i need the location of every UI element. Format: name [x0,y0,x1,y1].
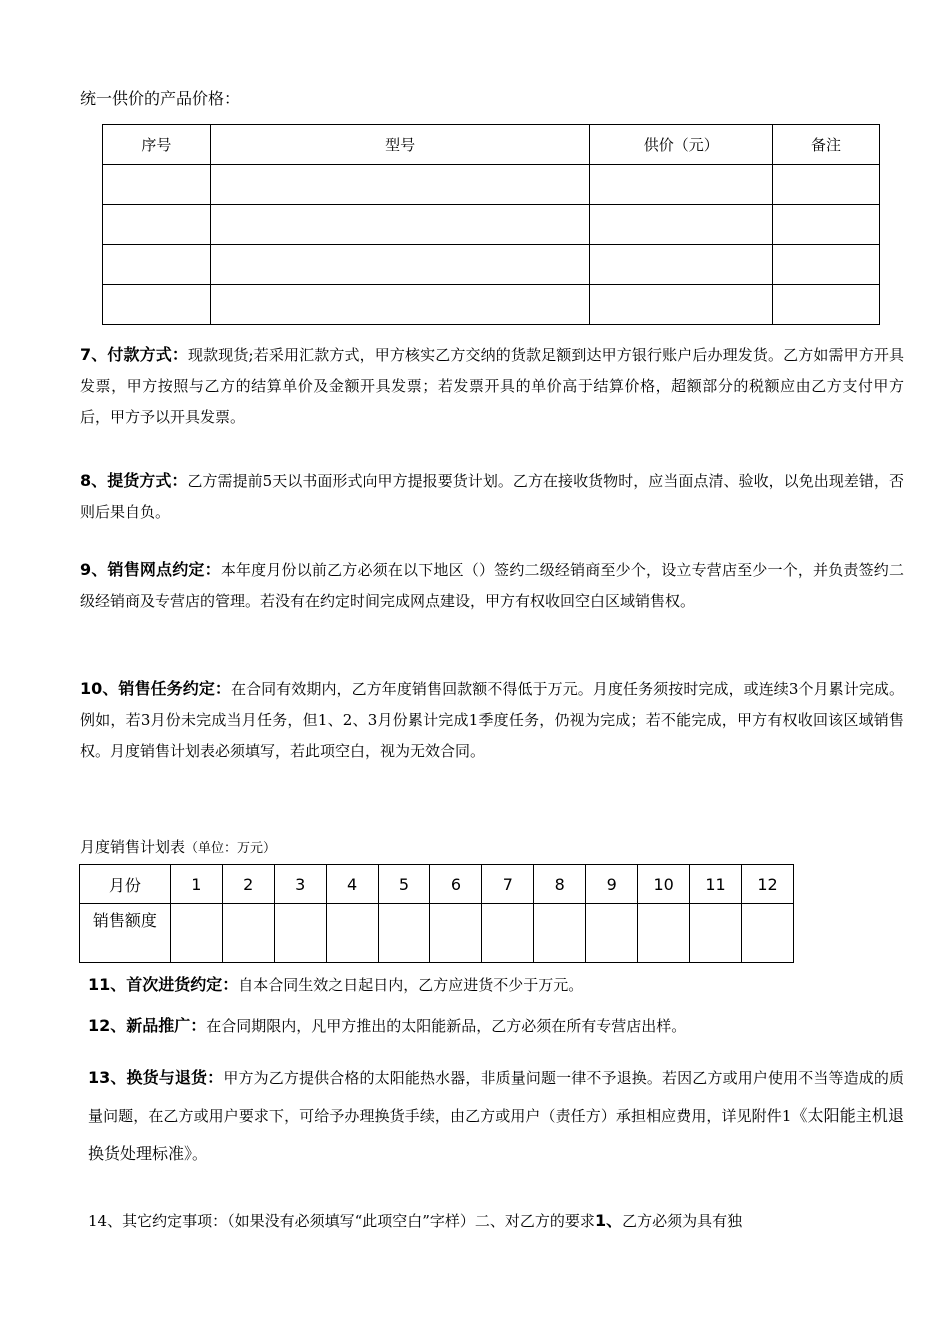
plan-month-row [80,865,794,904]
clause-8 [80,465,904,528]
clause-10 [80,673,904,767]
clause-14-tail: 乙方必须为具有独 [622,1212,743,1230]
clause-7-heading: 7、付款方式： [80,345,189,364]
clause-11-text: 自本合同生效之日起日内，乙方应进货不少于万元。 [238,976,584,994]
table-row [103,285,880,325]
monthly-plan-table [79,864,794,963]
month-cell: 8 [534,865,586,904]
clause-11 [88,969,904,1001]
clause-14-strong: 1、 [594,1211,623,1230]
price-table [102,124,880,325]
clause-7-text: 现款现货;若采用汇款方式，甲方核实乙方交纳的货款足额到达甲方银行账户后办理发货。乙方如需甲方开具发票，甲方按照与乙方的结算单价及金额开具发票；若发票开具的单价高于结算价格，超额部分的税额应由乙方支付甲方后，甲方予以开具发票。 [80,346,904,426]
table-row [103,205,880,245]
month-cell: 3 [274,865,326,904]
table-row [103,245,880,285]
month-cell: 5 [378,865,430,904]
table-row [103,165,880,205]
clause-13-text: 甲方为乙方提供合格的太阳能热水器，非质量问题一律不予退换。若因乙方或用户使用不当等造成的质量问题，在乙方或用户要求下，可给予办理换货手续，由乙方或用户（责任方）承担相应费用，详见附件1 [88,1069,904,1125]
row-label: 月份 [80,865,171,904]
month-cell: 1 [170,865,222,904]
row-label: 销售额度 [80,904,171,963]
clause-8-heading: 8、提货方式： [80,471,188,490]
month-cell: 2 [222,865,274,904]
header-cell: 型号 [210,125,589,165]
plan-unit: （单位：万元） [185,841,277,856]
clause-9-text: 本年度月份以前乙方必须在以下地区（）签约二级经销商至少个，设立专营店至少一个，并负责签约二级经销商及专营店的管理。若没有在约定时间完成网点建设，甲方有权收回空白区域销售权。 [80,561,904,610]
month-cell: 10 [638,865,690,904]
attachment-title: 《太阳能主机退换货处理标准》 [88,1106,904,1163]
header-cell: 备注 [773,125,880,165]
month-cell: 7 [482,865,534,904]
header-cell: 供价（元） [590,125,773,165]
clause-14-text: （如果没有必须填写“此项空白”字样）二、对乙方的要求 [227,1212,595,1230]
clause-13-end: 。 [192,1145,208,1163]
month-cell: 12 [742,865,794,904]
clause-14 [88,1205,904,1237]
header-cell: 序号 [103,125,211,165]
clause-8-text: 乙方需提前5天以书面形式向甲方提报要货计划。乙方在接收货物时，应当面点清、验收，以免出现差错，否则后果自负。 [80,472,904,521]
clause-9 [80,554,904,617]
clause-13 [88,1059,904,1173]
month-cell: 9 [586,865,638,904]
month-cell: 4 [326,865,378,904]
plan-amount-row [80,904,794,963]
month-cell: 6 [430,865,482,904]
price-section-title: 统一供价的产品价格： [80,89,241,108]
clause-13-heading: 13、换货与退货： [88,1068,224,1087]
clause-12-text: 在合同期限内，凡甲方推出的太阳能新品，乙方必须在所有专营店出样。 [206,1017,687,1035]
clause-14-heading: 14、其它约定事项： [88,1212,228,1230]
clause-9-heading: 9、销售网点约定： [80,560,221,579]
clause-11-heading: 11、首次进货约定： [88,975,239,994]
clause-10-text: 在合同有效期内，乙方年度销售回款额不得低于万元。月度任务须按时完成，或连续3个月累计完成。例如，若3月份未完成当月任务，但1、2、3月份累计完成1季度任务，仍视为完成；若不能完成，甲方有权收回该区域销售权。月度销售计划表必须填写，若此项空白，视为无效合同。 [80,680,904,760]
clause-12 [88,1010,904,1042]
plan-caption-text: 月度销售计划表 [80,838,186,856]
table-header-row [103,125,880,165]
clause-12-heading: 12、新品推广： [88,1016,207,1035]
clause-10-heading: 10、销售任务约定： [80,679,231,698]
clause-7 [80,339,904,433]
month-cell: 11 [690,865,742,904]
plan-caption [80,836,276,857]
